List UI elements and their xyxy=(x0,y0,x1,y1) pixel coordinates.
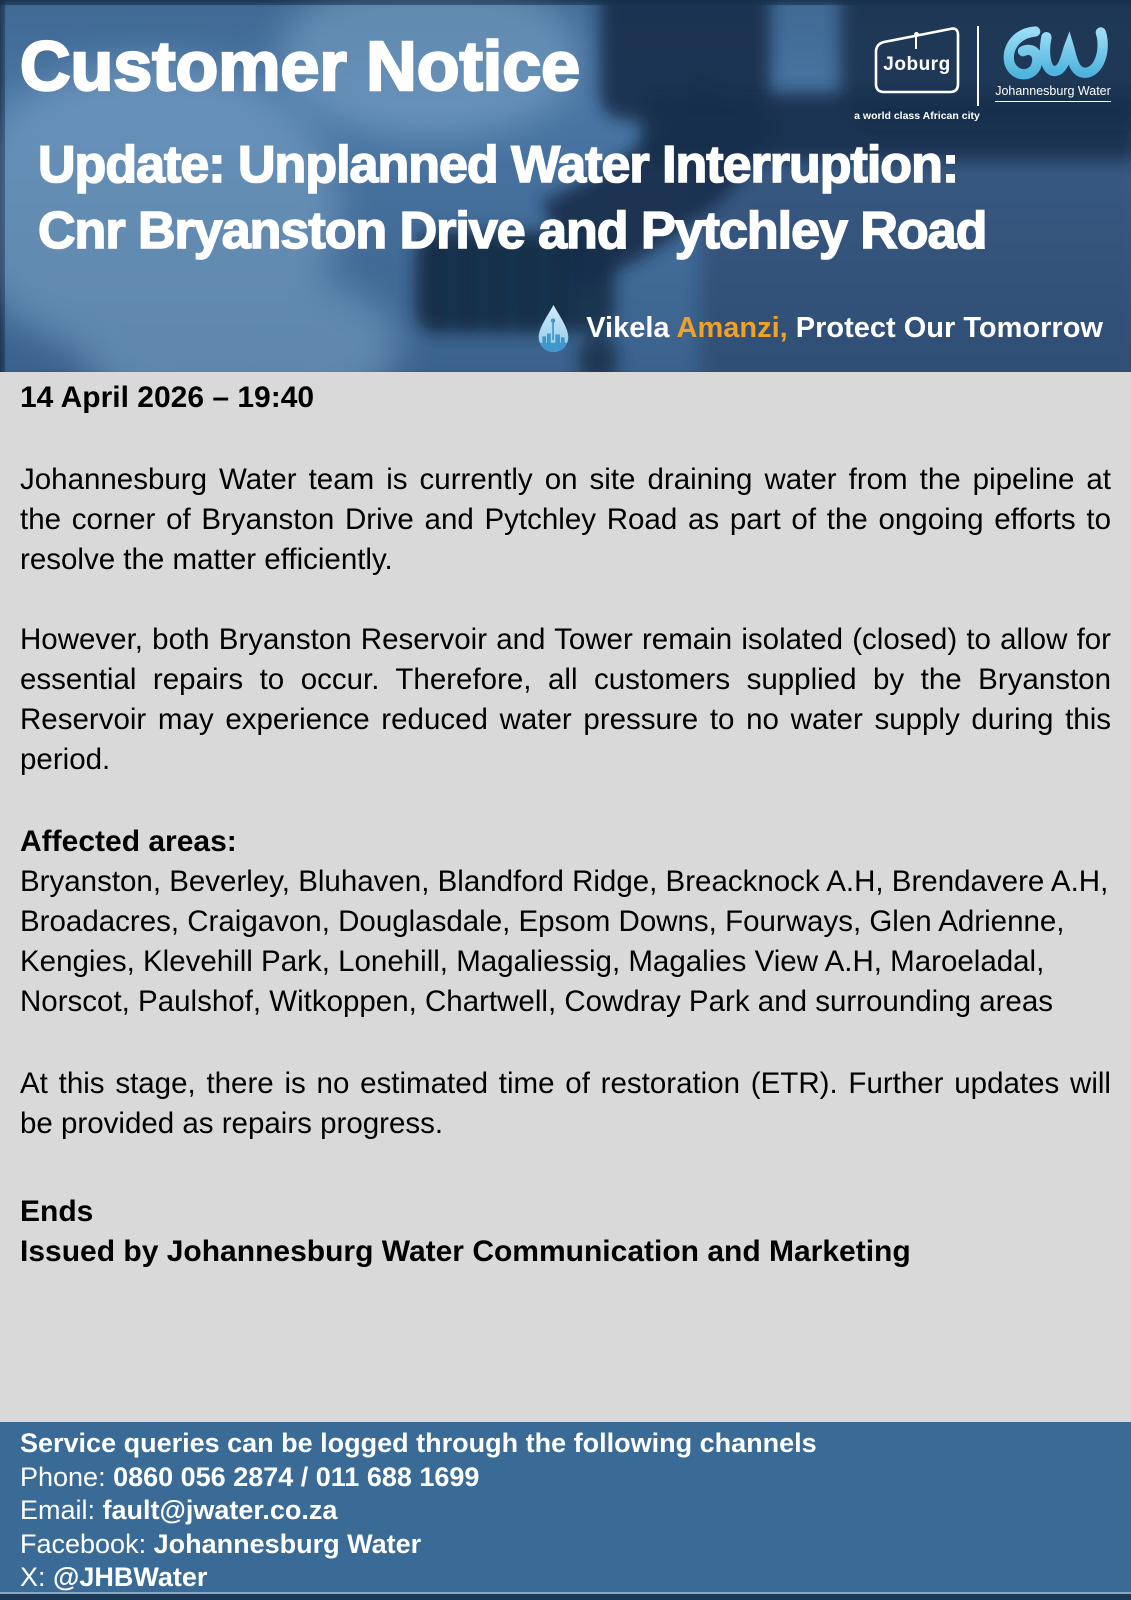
phone-label: Phone: xyxy=(20,1461,114,1492)
x-value: @JHBWater xyxy=(53,1562,208,1592)
subtitle-line-2: Cnr Bryanston Drive and Pytchley Road xyxy=(38,202,987,260)
johannesburg-water-logo-text: Johannesburg Water xyxy=(995,84,1111,102)
email-value: fault@jwater.co.za xyxy=(102,1495,338,1525)
hillbrow-tower-icon xyxy=(915,36,917,49)
joburg-logo-tagline: a world class African city xyxy=(854,110,980,122)
logo-cluster xyxy=(854,24,1117,122)
hero-header xyxy=(0,0,1131,372)
email-label: Email: xyxy=(20,1495,103,1525)
joburg-logo xyxy=(854,24,980,122)
campaign-tagline-row xyxy=(535,302,1103,354)
paragraph-etr: At this stage, there is no estimated time of restoration (ETR). Further updates will be provided as repairs progress. xyxy=(20,1067,1111,1140)
contact-row-phone xyxy=(20,1461,1111,1495)
notice-body xyxy=(0,372,1131,1422)
service-queries-footer xyxy=(0,1422,1131,1592)
footer-heading: Service queries can be logged through the following channels xyxy=(20,1428,817,1458)
ends-label: Ends xyxy=(20,1195,94,1228)
campaign-tagline xyxy=(586,312,1103,345)
tagline-vikela: Vikela xyxy=(586,311,677,344)
tagline-protect: Protect Our Tomorrow xyxy=(795,311,1103,344)
water-wave-icon xyxy=(992,24,1114,84)
johannesburg-water-logo xyxy=(989,24,1117,102)
paragraph-draining-update: Johannesburg Water team is currently on site draining water from the pipeline at the corner of Bryanston Drive and Pytchley Road as part of the ongoing efforts to resolve the matter efficiently. xyxy=(20,463,1111,576)
bottom-strip xyxy=(0,1592,1131,1600)
water-drop-city-icon xyxy=(535,302,572,354)
notice-date: 14 April 2026 – 19:40 xyxy=(20,381,315,414)
paragraph-reservoir-isolated: However, both Bryanston Reservoir and Tower remain isolated (closed) to allow for essential repairs to occur. Therefore, all customers supplied by the Bryanston Reservoir may experience reduced water pressure to no water supply during this period. xyxy=(20,623,1111,776)
contact-row-email xyxy=(20,1494,1111,1528)
affected-areas-heading: Affected areas: xyxy=(20,825,237,858)
tagline-amanzi: Amanzi, xyxy=(676,311,796,344)
facebook-label: Facebook: xyxy=(20,1528,154,1559)
affected-areas-list: Bryanston, Beverley, Bluhaven, Blandford Ridge, Breacknock A.H, Brendavere A.H, Broadacres, Craigavon, Douglasdale, Epsom Downs, Fourways, Glen Adrienne, Kengies, Klevehill Park, Lonehill, Magaliessig, Magalies View A.H, Maroeladal, Norscot, Paulshof, Witkoppen, Chartwell, Cowdray Park and surrounding areas xyxy=(20,865,1109,1018)
joburg-logo-text: Joburg xyxy=(883,54,951,75)
subtitle-line-1: Update: Unplanned Water Interruption: xyxy=(38,136,959,194)
contact-row-facebook xyxy=(20,1528,1111,1562)
contact-row-x xyxy=(20,1561,1111,1592)
phone-value: 0860 056 2874 / 011 688 1699 xyxy=(113,1461,480,1492)
issued-by-line: Issued by Johannesburg Water Communication and Marketing xyxy=(20,1235,911,1268)
x-label: X: xyxy=(20,1562,54,1592)
notice-subtitle xyxy=(38,132,986,264)
logo-divider xyxy=(977,26,979,106)
page-title: Customer Notice xyxy=(20,27,581,105)
facebook-value: Johannesburg Water xyxy=(153,1528,422,1559)
